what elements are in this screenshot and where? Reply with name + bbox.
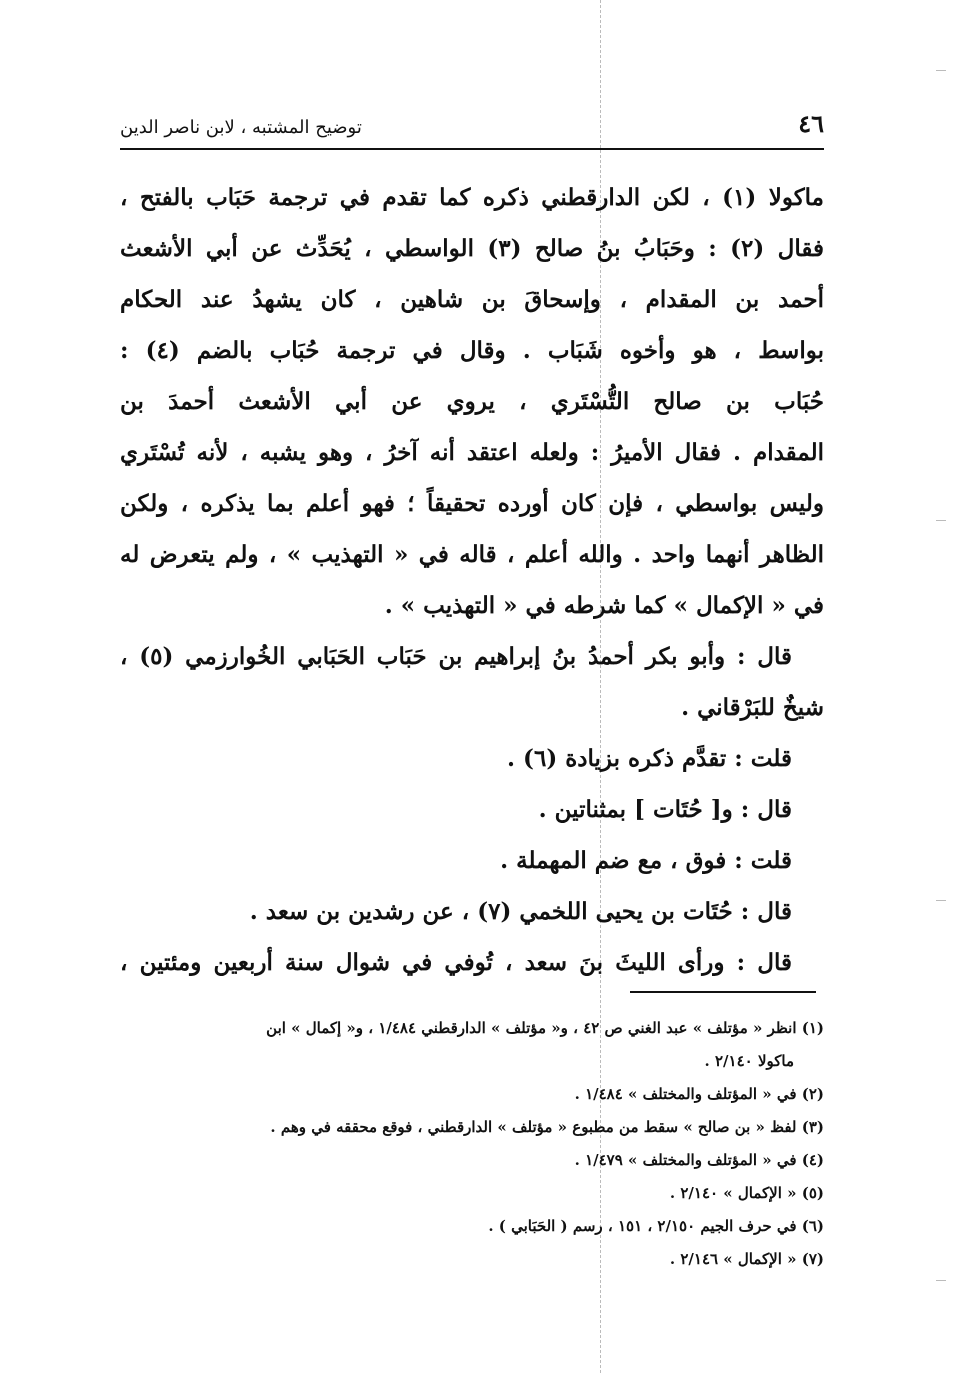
text-line: قال : ورأى الليثَ بنَ سعد ، تُوفي في شوال سنة أربعين ومئتين ، <box>120 949 792 976</box>
footnotes <box>120 1012 824 1276</box>
text-line: فقال (٢) : وحَبَابُ بنُ صالح (٣) الواسطي ، يُحَدِّث عن أبي الأشعث <box>120 235 824 262</box>
text-line: ماكولا (١) ، لكن الدارقطني ذكره كما تقدم في ترجمة حَبَاب بالفتح ، <box>120 184 824 211</box>
body-text <box>120 172 824 988</box>
text-line: في « الإكمال » كما شرطه في « التهذيب » . <box>384 592 824 619</box>
text-line: وليس بواسطي ، فإن كان أورده تحقيقاً ؛ فهو أعلم بما يذكره ، ولكن <box>120 490 824 517</box>
text-line: أحمد بن المقدام ، وإسحاقَ بن شاهين ، كان يشهدُ عند الحكام <box>120 286 824 313</box>
text-line: قلت : تقدَّم ذكره بزيادة (٦) . <box>507 745 792 772</box>
footnote-line: (٦) في حرف الجيم ٢/١٥٠ ، ١٥١ ، رسم ( الحَبَابي ) . <box>488 1217 824 1235</box>
edge-mark <box>936 70 946 71</box>
text-line: قلت : فوق ، مع ضم المهملة . <box>500 847 792 874</box>
text-line: المقدام . فقال الأميرُ : ولعله اعتقد أنه آخرُ ، وهو يشبه ، لأنه تُسْتَري <box>120 439 824 466</box>
footnote-line: (٧) « الإكمال » ٢/١٤٦ . <box>669 1250 824 1268</box>
footnote-line: (١) انظر « مؤتلف » عبد الغني ص ٤٢ ، و« مؤتلف » الدارقطني ١/٤٨٤ ، و« إكمال » ابن <box>266 1019 824 1037</box>
edge-mark <box>936 900 946 901</box>
page-header <box>120 104 824 138</box>
footnote-line: (٢) في « المؤتلف والمختلف » ١/٤٨٤ . <box>574 1085 824 1103</box>
edge-mark <box>936 520 946 521</box>
footnote-line: (٤) في « المؤتلف والمختلف » ١/٤٧٩ . <box>574 1151 824 1169</box>
text-line: الظاهر أنهما واحد . والله أعلم ، قاله في « التهذيب » ، ولم يتعرض له <box>120 541 824 568</box>
text-line: قال : حُتَات بن يحيى اللخمي (٧) ، عن رشدين بن سعد . <box>249 898 792 925</box>
text-line: قال : و[ حُتَات ] بمثناتين . <box>538 796 792 823</box>
page-number: ٤٦ <box>798 109 824 138</box>
footnote-line: (٥) « الإكمال » ٢/١٤٠ . <box>669 1184 824 1202</box>
text-line: شيخٌ للبَرْقاني . <box>681 694 824 721</box>
text-line: حُبَاب بن صالح التُّسْتَري ، يروي عن أبي الأشعث أحمدَ بن <box>120 388 824 415</box>
footnote-line: (٣) لفظ « بن صالح » سقط من مطبوع « مؤتلف » الدارقطني ، فوقع محققه في وهم . <box>270 1118 824 1136</box>
header-rule <box>120 148 824 150</box>
text-line: قال : وأبو بكر أحمدُ بنُ إبراهيم بن حَبَاب الحَبَابي الخُوارزمي (٥) ، <box>120 643 792 670</box>
text-line: بواسط ، هو وأخوه شَبَاب . وقال في ترجمة حُبَاب بالضم (٤) : <box>120 337 824 364</box>
edge-mark <box>936 1280 946 1281</box>
running-title: توضيح المشتبه ، لابن ناصر الدين <box>120 117 362 138</box>
footnote-rule <box>630 991 816 993</box>
footnote-line: ماكولا ٢/١٤٠ . <box>704 1052 794 1070</box>
